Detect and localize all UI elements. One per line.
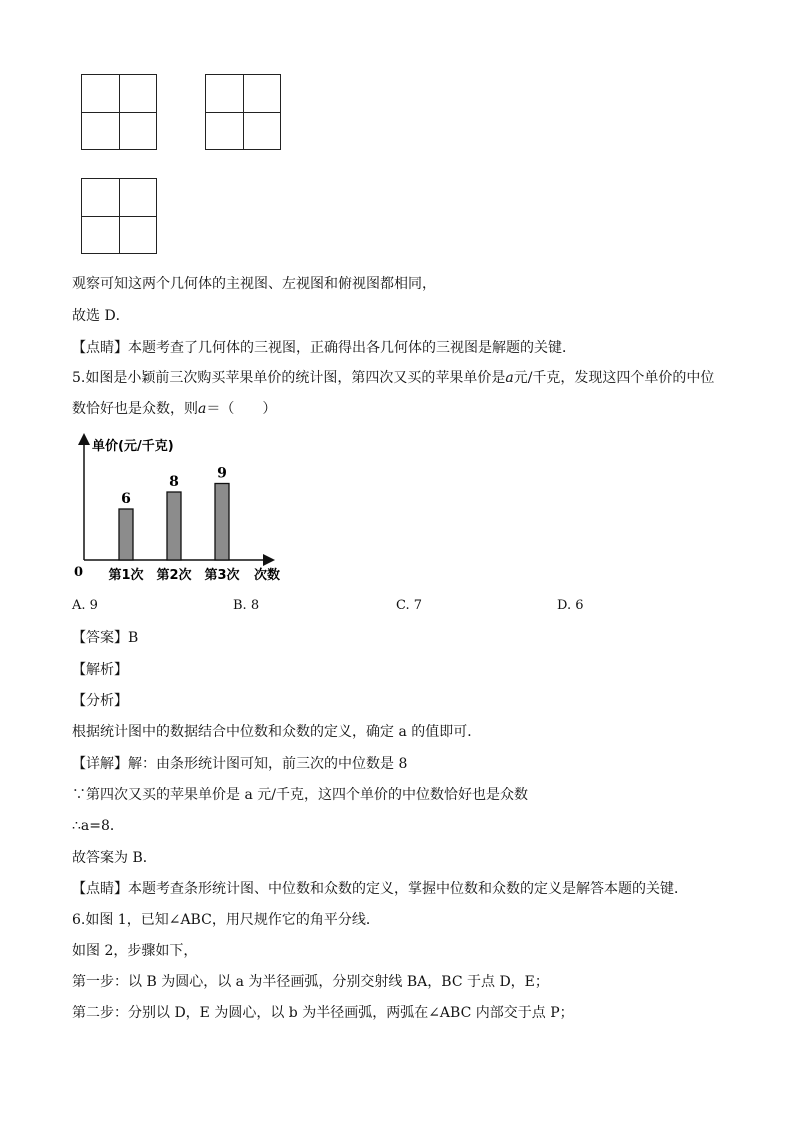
q5-text-b: 元/千克，发现这四个单价的中位 <box>513 370 715 386</box>
option-c: C. 7 <box>396 598 423 613</box>
question-6-step2: 第二步：分别以 D，E 为圆心，以 b 为半径画弧，两弧在∠ABC 内部交于点 P； <box>72 1005 574 1021</box>
analysis-heading: 【解析】 <box>72 662 128 678</box>
option-d: D. 6 <box>557 598 584 613</box>
analysis-subheading: 【分析】 <box>72 693 128 709</box>
comment-text: 【点睛】本题考查了几何体的三视图，正确得出各几何体的三视图是解题的关键． <box>72 340 576 356</box>
question-6-line1: 6.如图 1，已知∠ABC，用尺规作它的角平分线． <box>72 912 380 928</box>
conclusion-line: 故答案为 B． <box>72 850 157 866</box>
q5-text-a: 5.如图是小颖前三次购买苹果单价的统计图，第四次又买的苹果单价是 <box>72 370 506 386</box>
answer-line: 【答案】B <box>72 630 139 646</box>
bar-2 <box>167 492 181 560</box>
q5-var-a: a <box>505 370 514 386</box>
analysis-body: 根据统计图中的数据结合中位数和众数的定义，确定 a 的值即可． <box>72 724 482 740</box>
q5-text-c: 数恰好也是众数，则 <box>72 401 198 417</box>
question-6-line2: 如图 2，步骤如下， <box>72 943 198 959</box>
bar-value-label-1: 6 <box>121 491 131 507</box>
front-view-grid <box>81 74 157 150</box>
bar-3 <box>215 484 229 561</box>
detail-line: 【详解】解：由条形统计图可知，前三次的中位数是 8 <box>72 756 408 772</box>
bar-1 <box>119 509 133 560</box>
option-b: B. 8 <box>233 598 260 613</box>
x-tick-label-2: 第2次 <box>156 568 192 583</box>
x-tick-label-1: 第1次 <box>108 568 144 583</box>
option-a: A. 9 <box>72 598 98 613</box>
x-tick-label-3: 第3次 <box>204 568 240 583</box>
question-5-line2 <box>72 399 276 419</box>
choice-text: 故选 D． <box>72 308 130 324</box>
therefore-line: ∴a=8． <box>72 818 124 834</box>
y-axis-label: 单价(元/千克) <box>92 439 174 454</box>
bar-value-label-2: 8 <box>169 474 179 490</box>
question-6-step1: 第一步：以 B 为圆心，以 a 为半径画弧，分别交射线 BA，BC 于点 D，E； <box>72 974 549 990</box>
top-view-grid <box>81 178 157 254</box>
comment-line-2: 【点睛】本题考查条形统计图、中位数和众数的定义，掌握中位数和众数的定义是解答本题的关键． <box>72 881 688 897</box>
observation-text: 观察可知这两个几何体的主视图、左视图和俯视图都相同， <box>72 276 436 292</box>
x-axis-label: 次数 <box>254 568 281 583</box>
because-line: ∵第四次又买的苹果单价是 a 元/千克，这四个单价的中位数恰好也是众数 <box>72 787 528 803</box>
origin-label: 0 <box>74 565 84 580</box>
bar-value-label-3: 9 <box>217 465 227 482</box>
bar-chart <box>72 430 302 590</box>
question-5-line1 <box>72 368 714 388</box>
side-view-grid <box>205 74 281 150</box>
q5-text-d: ＝（ ） <box>206 401 277 417</box>
q5-var-b: a <box>198 401 207 417</box>
